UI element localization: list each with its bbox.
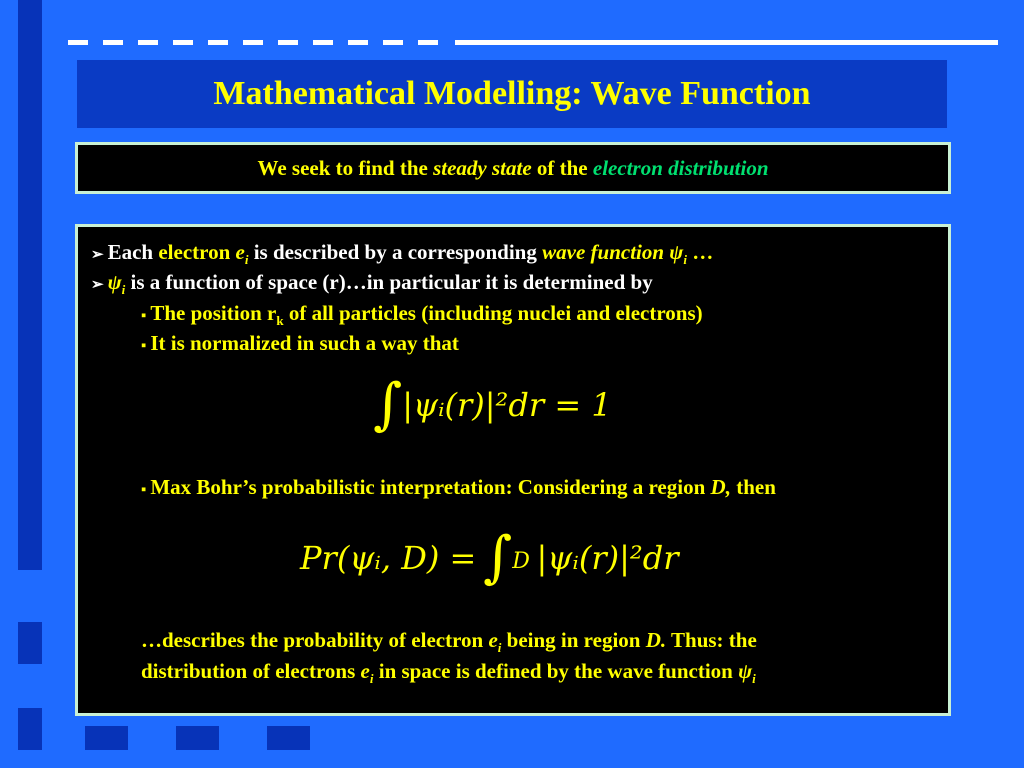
formula-probability (300, 525, 678, 590)
bullet-text: is a function of space (r)…in particular it is determined by (125, 270, 653, 294)
sub-bullet-3 (141, 475, 776, 500)
bullet-text: ψ (738, 659, 753, 683)
decor-square (85, 726, 128, 750)
subscript: i (121, 282, 126, 298)
bullet-text: e (235, 240, 245, 264)
bullet-text: of all particles (including nuclei and electrons) (283, 301, 703, 325)
conclusion-line-1 (141, 628, 757, 656)
bullet-text: The position r (150, 301, 277, 325)
subscript: i (683, 252, 687, 268)
bullet-text: wave function ψ (542, 240, 684, 264)
subtitle-part: of the (531, 155, 593, 180)
bullet-text: electron (158, 240, 236, 264)
square-bullet-icon: ▪ (141, 338, 147, 354)
decor-dash (138, 40, 158, 45)
formula-body: |ψᵢ(r)|²dr = 1 (402, 385, 612, 424)
decor-dash (418, 40, 438, 45)
bullet-2 (91, 270, 653, 298)
decor-dash (278, 40, 298, 45)
subscript: i (752, 671, 756, 687)
decor-rule (455, 40, 998, 45)
content-panel (75, 224, 951, 716)
subscript: i (497, 640, 502, 656)
subtitle-box (75, 142, 951, 194)
sub-bullet-1 (141, 301, 703, 329)
decor-dash (103, 40, 123, 45)
subtitle-emphasis: steady state (433, 155, 532, 180)
bullet-text: …describes the probability of electron (141, 628, 489, 652)
subtitle-emphasis-green: electron distribution (592, 155, 769, 180)
bullet-text: is described by a corresponding (248, 240, 543, 264)
integral-domain: D (512, 549, 530, 575)
subscript: i (369, 671, 374, 687)
decor-dash (383, 40, 403, 45)
decor-dash (243, 40, 263, 45)
bullet-text: D. (645, 628, 667, 652)
bullet-text: … (686, 240, 714, 264)
decor-dash (348, 40, 368, 45)
formula-lhs: Pr(ψᵢ, D) = (300, 538, 477, 577)
decor-square (267, 726, 310, 750)
formula-body: |ψᵢ(r)|²dr (536, 538, 679, 577)
bullet-text: distribution of electrons (141, 659, 361, 683)
bullet-text: e (360, 659, 370, 683)
arrow-bullet-icon: ➢ (91, 277, 104, 293)
bullet-text: Thus: the (666, 628, 757, 652)
decor-dash (68, 40, 88, 45)
bullet-text: Each (107, 240, 159, 264)
bullet-text: being in region (501, 628, 646, 652)
subscript: i (244, 252, 249, 268)
decor-dash (173, 40, 193, 45)
conclusion-line-2 (141, 659, 756, 687)
bullet-text: Max Bohr’s probabilistic interpretation: Considering a region (150, 475, 711, 499)
bullet-text: in space is defined by the wave function (373, 659, 739, 683)
subtitle-text (258, 156, 769, 181)
decor-dash (208, 40, 228, 45)
slide-title: Mathematical Modelling: Wave Function (213, 75, 811, 112)
bullet-text: D, (710, 475, 731, 499)
integral-sign: ∫ (483, 525, 513, 590)
sub-bullet-2 (141, 331, 459, 356)
arrow-bullet-icon: ➢ (91, 247, 104, 263)
subtitle-part: We seek to find the (257, 155, 434, 180)
bullet-text: e (488, 628, 498, 652)
bullet-text: It is normalized in such a way that (150, 331, 459, 355)
decor-dash (313, 40, 333, 45)
bullet-text: ψ (107, 270, 122, 294)
bullet-1 (91, 240, 713, 268)
left-decor-bar (18, 0, 42, 570)
decor-square (18, 708, 42, 750)
decor-square (18, 622, 42, 664)
square-bullet-icon: ▪ (141, 482, 147, 498)
decor-square (176, 726, 219, 750)
formula-normalization (373, 372, 612, 437)
subscript: k (276, 313, 284, 329)
integral-sign: ∫ (373, 372, 403, 437)
bullet-text: then (730, 475, 776, 499)
title-box (77, 60, 947, 128)
square-bullet-icon: ▪ (141, 308, 147, 324)
